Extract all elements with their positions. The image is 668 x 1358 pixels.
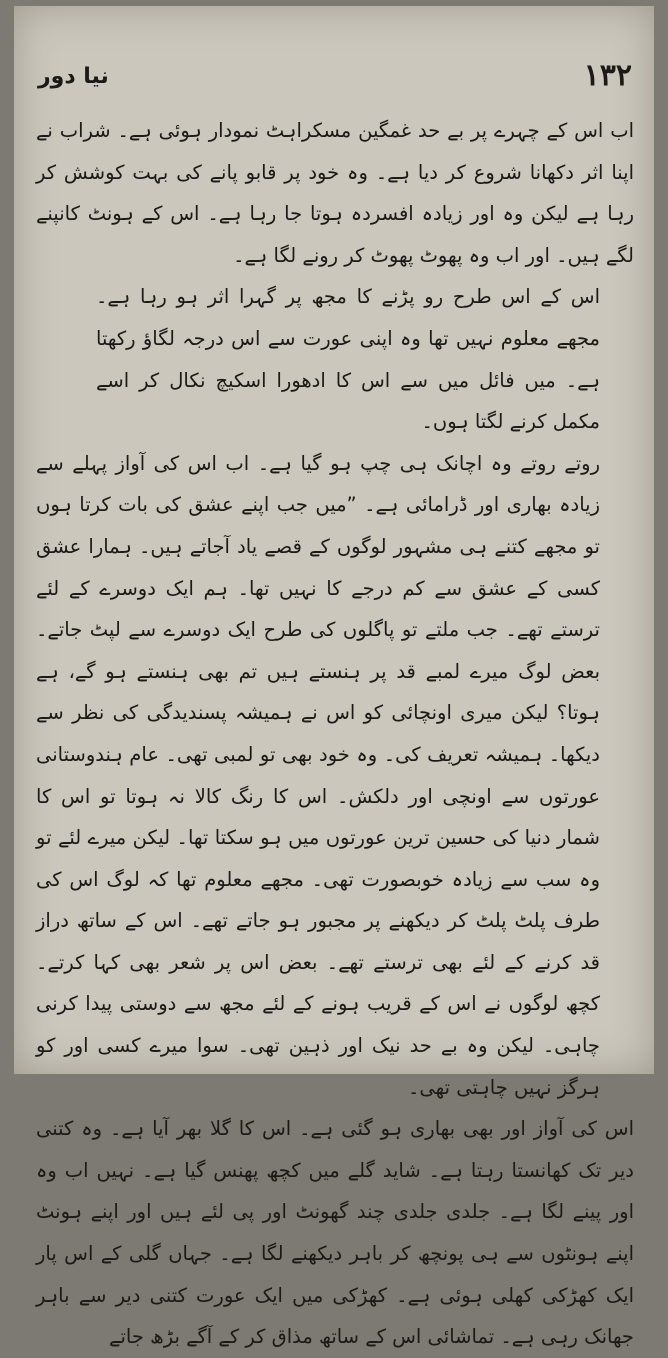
paragraph-2: اس کے اس طرح رو پڑنے کا مجھ پر گہرا اثر ہو رہا ہے۔ مجھے معلوم نہیں تھا وہ اپنی عورت سے اس درجہ لگاؤ رکھتا ہے۔ میں فائل میں سے اس کا ادھورا اسکیچ نکال کر اسے مکمل کرنے لگتا ہوں۔ [96,285,600,434]
running-title: نیا دور [38,64,109,89]
paragraph-4: اس کی آواز اور بھی بھاری ہو گئی ہے۔ اس کا گلا بھر آیا ہے۔ وہ کتنی دیر تک کھانستا رہتا ہے۔ شاید گلے میں کچھ پھنس گیا ہے۔ نہیں اب وہ اور پینے لگا ہے۔ جلدی جلدی چند گھونٹ اور پی لئے ہیں اور اپنے ہونٹ اپنے ہونٹوں سے ہی پونچھ کر باہر دیکھنے لگا ہے۔ جہاں گلی کے اس پار ایک کھڑکی کھلی ہوئی ہے۔ کھڑکی میں ایک عورت کتنی دیر سے باہر جھانک رہی ہے۔ تماشائی اس کے ساتھ مذاق کر کے آگے بڑھ جاتے [36,1117,634,1349]
body-text [36,110,634,1358]
page-number: ۱۳۲ [583,58,632,93]
paragraph-3: روتے روتے وہ اچانک ہی چپ ہو گیا ہے۔ اب اس کی آواز پہلے سے زیادہ بھاری اور ڈرامائی ہے۔ ”میں جب اپنے عشق کی بات کرتا ہوں تو مجھے کتنے ہی مشہور لوگوں کے قصے یاد آجاتے ہیں۔ ہمارا عشق کسی کے عشق سے کم درجے کا نہیں تھا۔ ہم ایک دوسرے کے لئے ترستے تھے۔ جب ملتے تو پاگلوں کی طرح ایک دوسرے سے لپٹ جاتے۔ بعض لوگ میرے لمبے قد پر ہنستے ہیں تم بھی ہنستے ہو گے، ہے ہوتا؟ لیکن میری اونچائی کو اس نے ہمیشہ پسندیدگی کی نظر سے دیکھا۔ ہمیشہ تعریف کی۔ وہ خود بھی تو لمبی تھی۔ عام ہندوستانی عورتوں سے اونچی اور دلکش۔ اس کا رنگ کالا نہ ہوتا تو اس کا شمار دنیا کی حسین ترین عورتوں میں ہو سکتا تھا۔ لیکن میرے لئے تو وہ سب سے زیادہ خوبصورت تھی۔ مجھے معلوم تھا کہ لوگ اس کی طرف پلٹ پلٹ کر دیکھنے پر مجبور ہو جاتے تھے۔ اس کے ساتھ دراز قد کرنے کے لئے بھی ترستے تھے۔ بعض اس پر شعر بھی کہا کرتے۔ کچھ لوگوں نے اس کے قریب ہونے کے لئے مجھ سے دوستی پیدا کرنی چاہی۔ لیکن وہ بے حد نیک اور ذہین تھی۔ سوا میرے کسی اور کو ہرگز نہیں چاہتی تھی۔ [36,451,600,1099]
book-page [14,6,654,1349]
paragraph-1: اب اس کے چہرے پر بے حد غمگین مسکراہٹ نمودار ہوئی ہے۔ شراب نے اپنا اثر دکھانا شروع کر دیا ہے۔ وہ خود پر قابو پانے کی بہت کوشش کر رہا ہے لیکن وہ اور زیادہ افسردہ ہوتا جا رہا ہے۔ اس کے ہونٹ کانپنے لگے ہیں۔ اور اب وہ پھوٹ پھوٹ کر رونے لگا ہے۔ [36,119,634,267]
